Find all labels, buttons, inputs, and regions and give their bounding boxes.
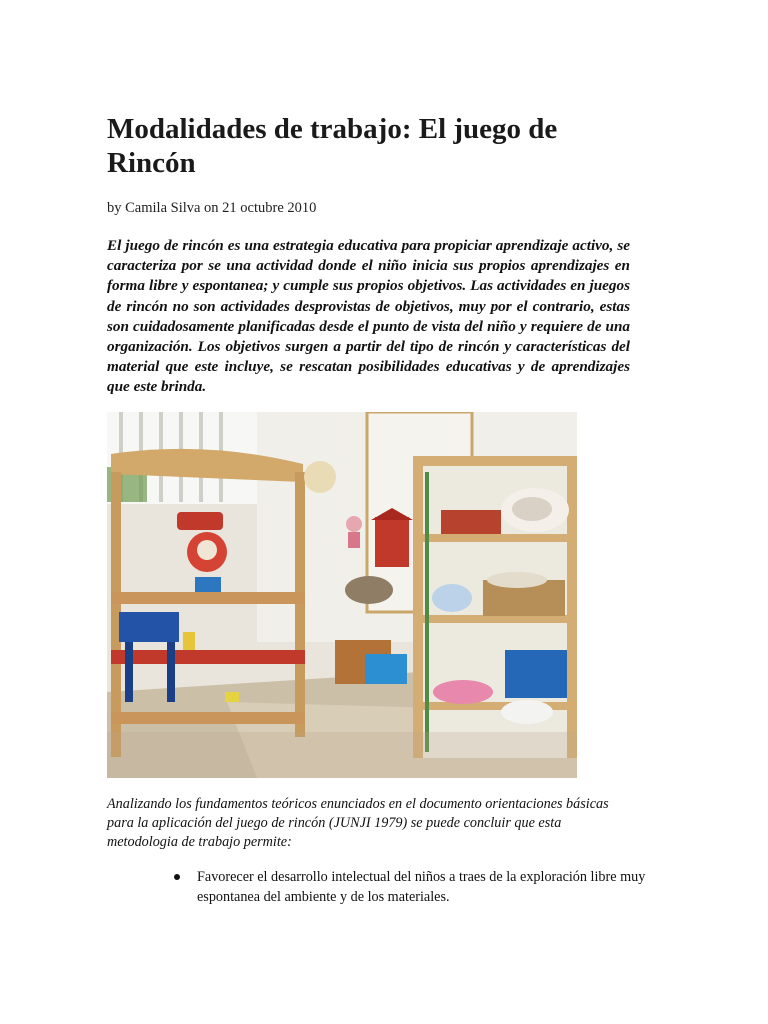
- classroom-photo: [107, 412, 577, 778]
- article-title: Modalidades de trabajo: El juego de Rincón: [107, 113, 558, 179]
- bullet-icon: [174, 874, 180, 880]
- intro-paragraph: Analizando los fundamentos teóricos enunciados en el documento orientaciones básicas para la aplicación del juego de rincón (JUNJI 1979) se puede concluir que esta metodologia de trabajo permite:: [107, 796, 609, 850]
- list-item: [170, 868, 650, 907]
- lead-paragraph: El juego de rincón es una estrategia educativa para propiciar aprendizaje activo, se caracteriza por se una actividad donde el niño inicia sus propios aprendizajes en forma libre y espontanea; y cumple sus propios objetivos. Las actividades en juegos de rincón no son actividades desprovistas de objetivos, muy por el contrario, estas son cuidadosamente planificadas desde el punto de vista del niño y requiere de una organización. Los objetivos surgen a partir del tipo de rincón y características del material que este incluye, se rescatan posibilidades educativas y de aprendizajes que este brinda.: [107, 237, 630, 396]
- article-byline: by Camila Silva on 21 octubre 2010: [107, 200, 317, 216]
- bullet-list: [170, 868, 650, 907]
- list-item-text: Favorecer el desarrollo intelectual del niños a traes de la exploración libre muy espontanea del ambiente y de los materiales.: [197, 869, 646, 905]
